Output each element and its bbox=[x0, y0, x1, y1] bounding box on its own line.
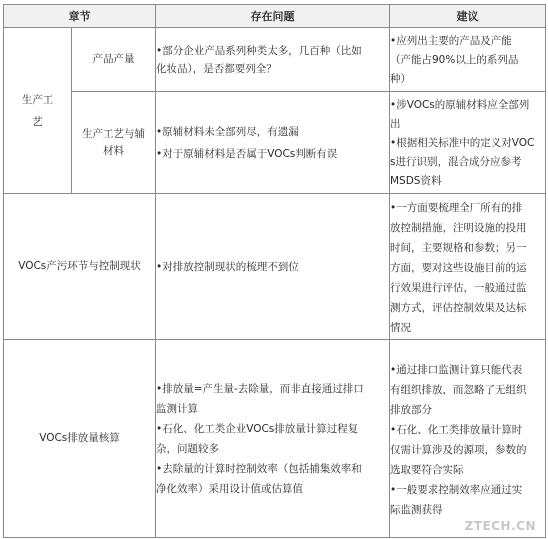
issue-line: •对排放控制现状的梳理不到位 bbox=[156, 260, 299, 273]
review-table bbox=[3, 4, 546, 538]
chapter-cell bbox=[4, 28, 72, 194]
advice-line: 时间，主要规格和参数；另一 bbox=[390, 241, 527, 254]
chapter-cell bbox=[4, 340, 156, 538]
advice-line: •石化、化工类排放量计算时 bbox=[390, 423, 523, 436]
issue-line: •排放量=产生量-去除量，而非直接通过排口 bbox=[156, 382, 364, 395]
advice-line: 排放部分 bbox=[390, 403, 432, 416]
chapter-cell bbox=[4, 194, 156, 340]
advice-line: 方面，要对这些设施目前的运 bbox=[390, 261, 527, 274]
table-row bbox=[4, 194, 546, 340]
advice-cell bbox=[390, 28, 546, 92]
issue-line: 监测计算 bbox=[156, 402, 198, 415]
advice-line: 选取要符合实际 bbox=[390, 463, 464, 476]
table-row bbox=[4, 340, 546, 538]
advice-cell bbox=[390, 340, 546, 538]
advice-line: 情况 bbox=[390, 321, 411, 334]
header-issue: 存在问题 bbox=[156, 5, 390, 28]
advice-line: 有组织排放，而忽略了无组织 bbox=[390, 383, 527, 396]
advice-line: 测方式，评估控制效果及达标 bbox=[390, 301, 527, 314]
watermark: ZTECH.CN bbox=[464, 519, 536, 533]
chapter-label: VOCs排放量核算 bbox=[39, 432, 120, 444]
chapter-label: 生产工艺 bbox=[21, 93, 54, 128]
advice-line: s进行识别，混合成分应参考 bbox=[390, 156, 522, 168]
issue-line: 净化效率）采用设计值或估算值 bbox=[156, 482, 303, 495]
advice-line: •应列出主要的产品及产能 bbox=[390, 35, 512, 47]
issue-cell bbox=[156, 92, 390, 194]
advice-line: （产能占90%以上的系列品 bbox=[390, 54, 519, 66]
table-row bbox=[4, 28, 546, 92]
issue-line: •对于原辅材料是否属于VOCs判断有误 bbox=[156, 147, 338, 160]
advice-line: 放控制措施，注明设施的投用 bbox=[390, 221, 527, 234]
issue-line: 杂，问题较多 bbox=[156, 442, 219, 455]
advice-line: •根据相关标准中的定义对VOC bbox=[390, 137, 535, 149]
advice-line: 出 bbox=[390, 118, 401, 130]
advice-line: 种） bbox=[390, 73, 411, 85]
issue-line: •部分企业产品系列种类太多，几百种（比如 bbox=[156, 44, 362, 57]
advice-line: •涉VOCs的原辅材料应全部列 bbox=[390, 99, 530, 111]
table-row bbox=[4, 92, 546, 194]
advice-line: 仅需计算涉及的源项，参数的 bbox=[390, 443, 527, 456]
header-advice: 建议 bbox=[390, 5, 546, 28]
sub-chapter-cell bbox=[72, 92, 156, 194]
advice-line: MSDS资料 bbox=[390, 175, 442, 187]
sub-chapter-cell bbox=[72, 28, 156, 92]
issue-cell bbox=[156, 340, 390, 538]
sub-chapter-label: 产品产量 bbox=[92, 53, 135, 65]
advice-line: 际监测获得 bbox=[390, 503, 443, 516]
issue-line: •石化、化工类企业VOCs排放量计算过程复 bbox=[156, 422, 359, 435]
issue-line: •原辅材料未全部列尽，有遗漏 bbox=[156, 125, 299, 138]
chapter-label: VOCs产污环节与控制现状 bbox=[18, 260, 141, 272]
advice-line: •一般要求控制效率应通过实 bbox=[390, 483, 523, 496]
header-row bbox=[4, 5, 546, 28]
issue-line: 化妆品），是否都要列全？ bbox=[156, 62, 277, 75]
issue-cell bbox=[156, 28, 390, 92]
advice-cell bbox=[390, 194, 546, 340]
issue-line: •去除量的计算时控制效率（包括捕集效率和 bbox=[156, 462, 362, 475]
sub-chapter-label-line: 材料 bbox=[103, 144, 124, 157]
advice-line: 行效果进行评估，一般通过监 bbox=[390, 281, 527, 294]
sub-chapter-label-line: 生产工艺与辅 bbox=[82, 127, 145, 140]
advice-line: •一方面要梳理全厂所有的排 bbox=[390, 201, 523, 214]
advice-cell bbox=[390, 92, 546, 194]
header-chapter: 章节 bbox=[4, 5, 156, 28]
issue-cell bbox=[156, 194, 390, 340]
advice-line: •通过排口监测计算只能代表 bbox=[390, 363, 523, 376]
